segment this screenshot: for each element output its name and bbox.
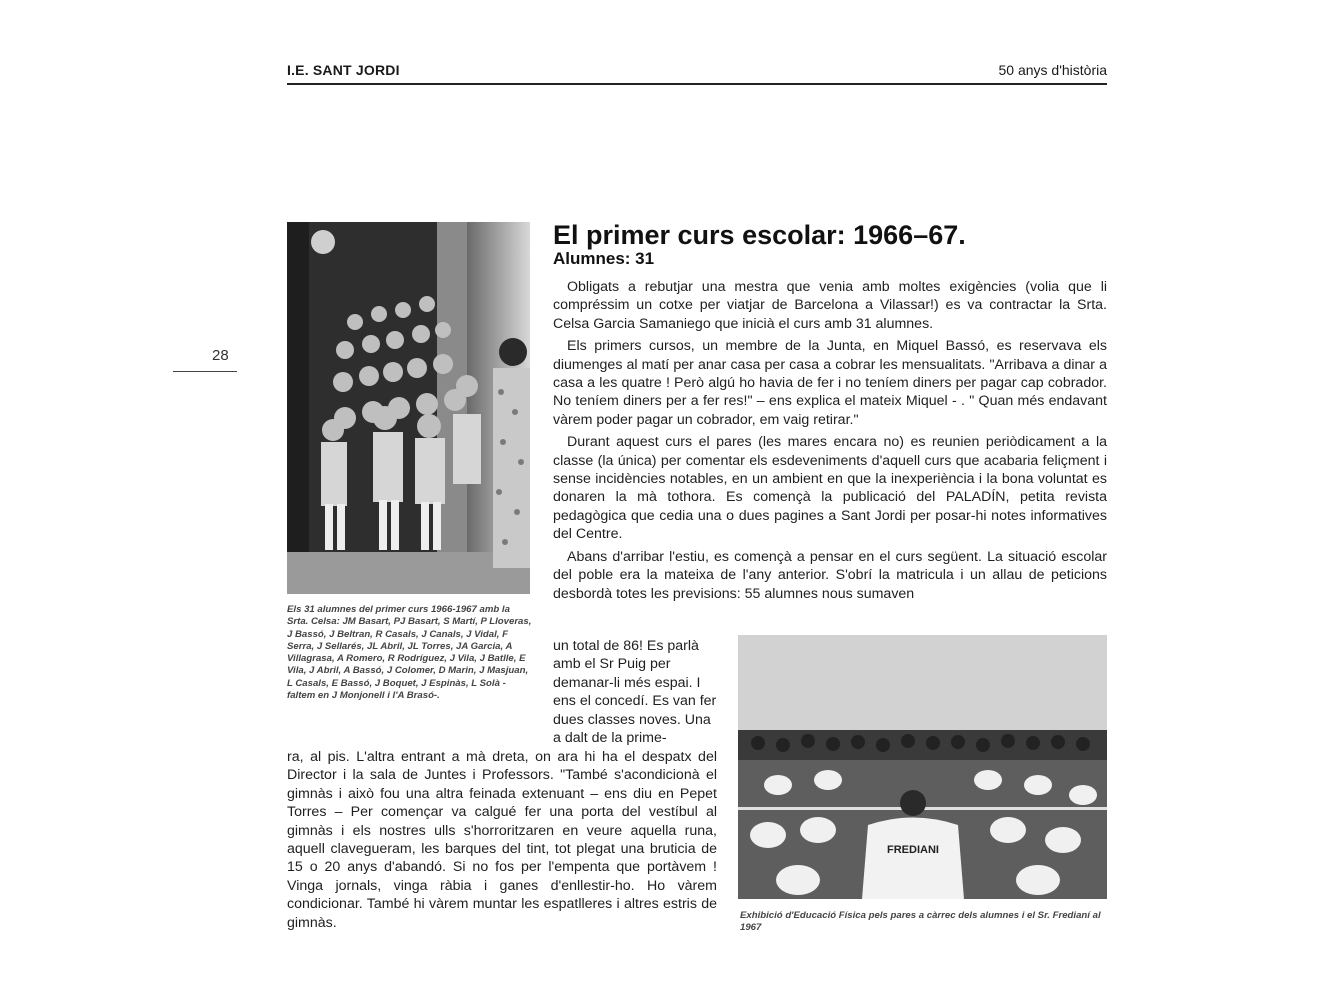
gym-photo [738, 635, 1107, 899]
article-narrow-text: un total de 86! Es parlà amb el Sr Puig per demanar-li més espai. I ens el concedí. Es van fer dues classes noves. Una a dalt de la prime- [553, 638, 717, 747]
article-subtitle: Alumnes: 31 [553, 249, 655, 268]
gym-photo-caption: Exhibició d'Educació Física pels pares a càrrec dels alumnes i el Sr. Fredianí al 1967 [740, 910, 1101, 934]
shirt-lettering: FREDIANI [887, 844, 939, 856]
paragraph: Els primers cursos, un membre de la Junta, en Miquel Bassó, es reservava els diumenges al matí per anar casa per casa a cobrar les mensualitats. "Arribava a dinar a casa a les quatre ! Però algú ho havia de fer i no teníem diners per pagar cap cobrador. No teníem diners per a fer res!" – ens explica el mateix Miquel - . " Quan més endavant vàrem poder pagar un cobrador, em vaig retirar." [553, 338, 1107, 428]
running-header-right: 50 anys d'història [998, 62, 1107, 78]
running-header-left: I.E. SANT JORDI [287, 62, 400, 78]
article-title: El primer curs escolar: 1966–67. [553, 220, 966, 250]
paragraph: Obligats a rebutjar una mestra que venia amb moltes exigències (volia que li compréssim un cotxe per viatjar de Barcelona a Vilassar!) es va contractar la Srta. Celsa Garcia Samaniego que inicià el curs amb 31 alumnes. [553, 279, 1107, 332]
header-rule [287, 83, 1107, 85]
gym-photo-image [738, 635, 1107, 899]
class-photo-image [287, 222, 530, 594]
class-photo [287, 222, 530, 594]
paragraph: Durant aquest curs el pares (les mares encara no) es reunien periòdicament a la classe (la única) per comentar els esdeveniments d'aquell curs que acabaria feliçment i sense incidències notables, en un ambient en que la inexperiència i la bona voluntat es donaren la mà tothora. Es començà la publicació del PALADÍN, petita revista pedagògica que cedia una o dues pagines a Sant Jordi per posar-hi notes informatives del Centre. [553, 434, 1107, 543]
page-number: 28 [212, 347, 229, 364]
article-body [553, 278, 1107, 607]
page-number-rule [173, 371, 237, 372]
paragraph: Abans d'arribar l'estiu, es començà a pensar en el curs següent. La situació escolar del poble era la mateixa de l'any anterior. S'obrí la matricula i un allau de peticions desbordà totes les previsions: 55 alumnes nous sumaven [553, 548, 1107, 602]
class-photo-caption: Els 31 alumnes del primer curs 1966-1967 amb la Srta. Celsa: JM Basart, PJ Basart, S Martí, P Lloveras, J Bassó, J Beltran, R Casals, J Canals, J Vidal, F Serra, J Sellarés, JL Abril, JL Torres, JA Garcia, A Villagrasa, A Romero, R Rodríguez, J Vila, J Batlle, E Vila, J Abril, A Bassó, J Colomer, D Marin, J Masjuan, L Casals, E Bassó, J Boquet, J Espinàs, L Solà -faltem en J Monjonell i l'A Brasó-. [287, 604, 532, 702]
article-bottom-text: ra, al pis. L'altra entrant a mà dreta, on ara hi ha el despatx del Director i la sala de Juntes i Professors. "També s'acondicionà el gimnàs i això fou una altra feinada extenuant – ens diu en Pepet Torres – Per començar va calgué fer una porta del vestíbul al gimnàs i els nostres ulls s'horroritzaren en veure aquella runa, aquell clavegueram, les barques del tint, tot plegat una bruticia de 15 o 20 anys d'abandó. Si no fos per l'empenta que portàvem ! Vinga jornals, vinga ràbia i ganes d'enllestir-ho. Ho vàrem condicionar. També hi vàrem muntar les espatlleres i altres estris de gimnàs. [287, 749, 717, 931]
